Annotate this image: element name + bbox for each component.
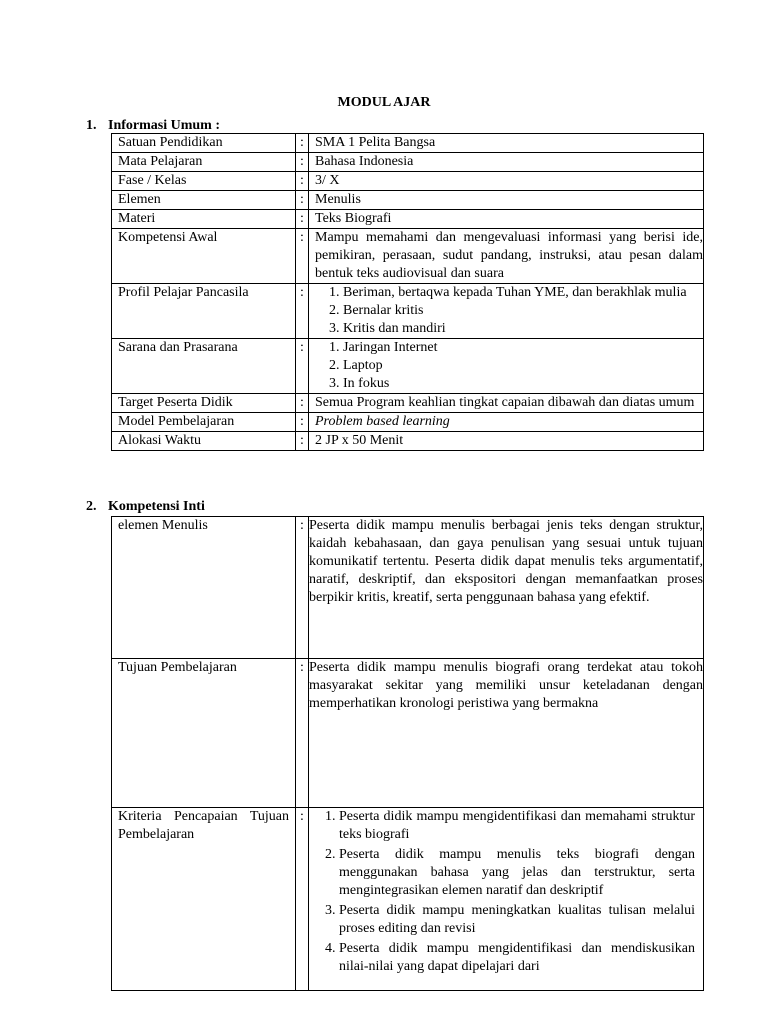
row-label: Elemen [112,191,296,210]
row-value: SMA 1 Pelita Bangsa [309,134,704,153]
section-1-title: Informasi Umum : [108,118,220,133]
profil-list [315,284,703,338]
colon: : [296,191,309,210]
table-row [112,153,704,172]
row-label: Fase / Kelas [112,172,296,191]
colon: : [296,134,309,153]
kriteria-list [309,808,695,976]
colon: : [296,229,309,284]
row-label: Tujuan Pembelajaran [112,659,296,808]
table-row [112,659,704,808]
row-label: Target Peserta Didik [112,394,296,413]
row-label: Kompetensi Awal [112,229,296,284]
colon: : [296,394,309,413]
row-value: Menulis [309,191,704,210]
row-label: Profil Pelajar Pancasila [112,284,296,339]
row-value: 3/ X [309,172,704,191]
row-label: Model Pembelajaran [112,413,296,432]
row-value: Peserta didik mampu menulis biografi orang terdekat atau tokoh masyarakat sekitar yang memiliki unsur keteladanan dengan memperhatikan kronologi peristiwa yang bermakna [309,659,704,808]
table-row [112,210,704,229]
table-row [112,339,704,394]
colon: : [296,153,309,172]
table-row [112,191,704,210]
colon: : [296,432,309,451]
list-item: 2. Peserta didik mampu menulis teks biografi dengan menggunakan bahasa yang jelas dan terstruktur, serta mengintegrasikan elemen naratif dan deskriptif [339,846,695,900]
table-row [112,517,704,659]
table-row [112,172,704,191]
colon: : [296,172,309,191]
list-item: 1. Beriman, bertaqwa kepada Tuhan YME, dan berakhlak mulia [343,284,703,302]
row-value: Problem based learning [309,413,704,432]
row-label: Sarana dan Prasarana [112,339,296,394]
table-row [112,808,704,991]
table-row [112,229,704,284]
row-label: Mata Pelajaran [112,153,296,172]
row-value [309,808,704,991]
list-item: 1. Jaringan Internet [343,339,703,357]
list-item: 3. In fokus [343,375,703,393]
row-value: Peserta didik mampu menulis berbagai jenis teks dengan struktur, kaidah kebahasaan, dan gaya penulisan yang sesuai untuk tujuan komunikatif tertentu. Peserta didik dapat menulis teks argumentatif, naratif, deskriptif, dan ekspositori dengan memanfaatkan proses berpikir kritis, kreatif, serta penggunaan bahasa yang efektif. [309,517,704,659]
row-value [309,284,704,339]
colon: : [296,210,309,229]
colon: : [296,659,309,808]
list-item: 3. Peserta didik mampu meningkatkan kualitas tulisan melalui proses editing dan revisi [339,902,695,938]
row-label: Kriteria Pencapaian Tujuan Pembelajaran [112,808,296,991]
list-item: 1. Peserta didik mampu mengidentifikasi dan memahami struktur teks biografi [339,808,695,844]
colon: : [296,284,309,339]
table-row [112,432,704,451]
row-label: Materi [112,210,296,229]
row-value: Mampu memahami dan mengevaluasi informasi yang berisi ide, pemikiran, perasaan, sudut pandang, instruksi, atau pesan dalam bentuk teks audiovisual dan suara [309,229,704,284]
document-title: MODUL AJAR [337,95,431,110]
row-label: Satuan Pendidikan [112,134,296,153]
colon: : [296,808,309,991]
list-item: 2. Laptop [343,357,703,375]
row-value: Teks Biografi [309,210,704,229]
colon: : [296,339,309,394]
colon: : [296,413,309,432]
row-label: Alokasi Waktu [112,432,296,451]
table-row [112,394,704,413]
section-2-number: 2. [86,499,97,514]
row-value: 2 JP x 50 Menit [309,432,704,451]
table-row [112,134,704,153]
section-1-number: 1. [86,118,97,133]
section-2-heading [86,498,205,516]
kompetensi-inti-table [111,516,704,991]
row-value: Bahasa Indonesia [309,153,704,172]
list-item: 3. Kritis dan mandiri [343,320,703,338]
informasi-umum-table [111,133,704,451]
section-2-title: Kompetensi Inti [108,499,205,514]
row-value: Semua Program keahlian tingkat capaian dibawah dan diatas umum [309,394,704,413]
list-item: 4. Peserta didik mampu mengidentifikasi dan mendiskusikan nilai-nilai yang dapat dipelajari dari [339,940,695,976]
table-row [112,413,704,432]
colon: : [296,517,309,659]
sarana-list [315,339,703,393]
list-item: 2. Bernalar kritis [343,302,703,320]
row-label: elemen Menulis [112,517,296,659]
row-value [309,339,704,394]
table-row [112,284,704,339]
